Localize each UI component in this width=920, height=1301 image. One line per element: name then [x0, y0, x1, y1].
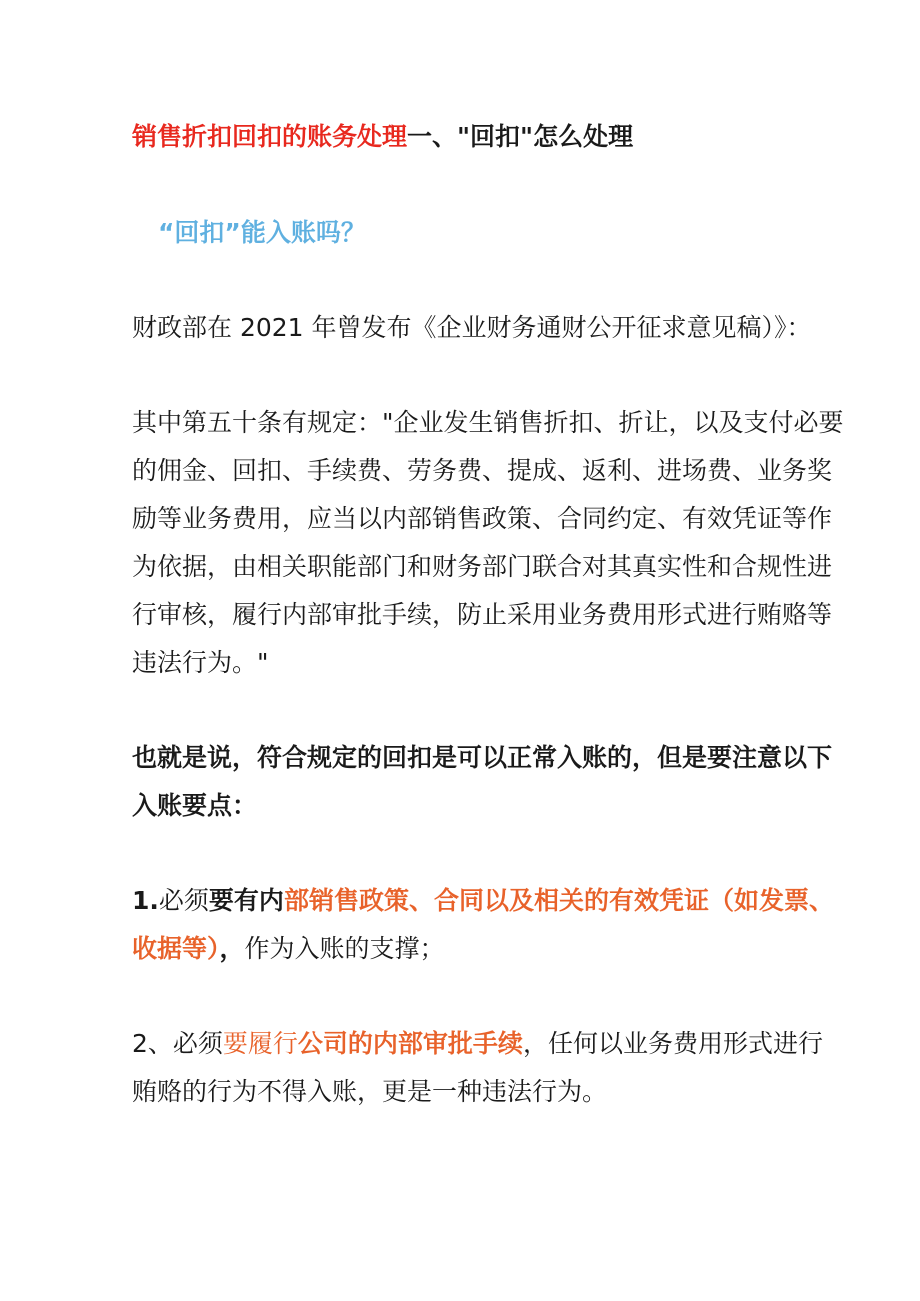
title-red-part: 销售折扣回扣的账务处理 — [132, 122, 408, 151]
title-black-part: 一、"回扣"怎么处理 — [407, 122, 634, 151]
point-2-text: 2、必须 — [132, 1029, 223, 1058]
section-heading: “回扣”能入账吗？ — [158, 218, 366, 247]
point-1-highlight: 收据等） — [132, 934, 220, 963]
quote-line: 为依据，由相关职能部门和财务部门联合对其真实性和合规性进 — [132, 552, 833, 581]
point-1-text: 作为入账的支撑； — [244, 934, 445, 963]
point-1-highlight: 部销售政策、合同以及相关的有效凭证（如发票、 — [283, 886, 834, 915]
point-1-line-2 — [132, 934, 445, 964]
intro-paragraph: 财政部在 2021 年曾发布《企业财务通财公开征求意见稿）》： — [132, 313, 812, 342]
point-1-text: 必须 — [158, 886, 209, 915]
summary-line: 入账要点： — [132, 791, 258, 820]
quote-line: 的佣金、回扣、手续费、劳务费、提成、返利、进场费、业务奖 — [132, 456, 833, 485]
point-2-text: ，任何以业务费用形式进行 — [522, 1029, 823, 1058]
point-1-line-1 — [132, 886, 834, 916]
point-1-emphasis: 要有内 — [208, 886, 284, 915]
document-title — [132, 122, 633, 152]
point-2-highlight: 公司的内部审批手续 — [297, 1029, 523, 1058]
point-2-line-2: 贿赂的行为不得入账，更是一种违法行为。 — [132, 1077, 608, 1106]
point-1-comma: ， — [219, 934, 245, 963]
point-2-orange-text: 要履行 — [222, 1029, 298, 1058]
quote-line: 其中第五十条有规定："企业发生销售折扣、折让，以及支付必要 — [132, 408, 844, 437]
quote-line: 违法行为。" — [132, 648, 269, 677]
quote-line: 行审核，履行内部审批手续，防止采用业务费用形式进行贿赂等 — [132, 600, 833, 629]
point-2-line-1 — [132, 1029, 823, 1059]
point-1-number: 1. — [132, 886, 159, 915]
quote-line: 励等业务费用，应当以内部销售政策、合同约定、有效凭证等作 — [132, 504, 833, 533]
summary-line: 也就是说，符合规定的回扣是可以正常入账的，但是要注意以下 — [132, 743, 833, 772]
